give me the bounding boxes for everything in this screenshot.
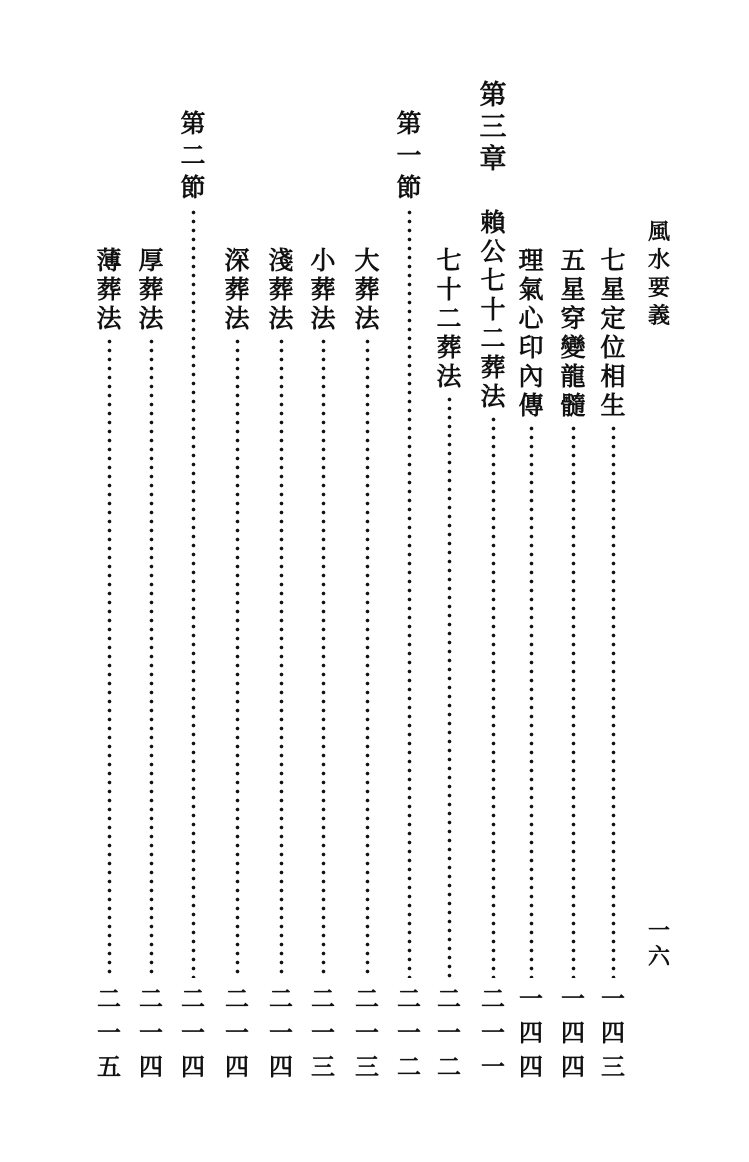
toc-entry-title: 深葬法 bbox=[224, 246, 250, 333]
leader-dots bbox=[235, 337, 240, 978]
section-heading: 第一節 bbox=[396, 109, 422, 202]
toc-entry-title: 賴公七十二葬法 bbox=[480, 208, 506, 411]
leader-dots bbox=[447, 395, 452, 978]
toc-entry bbox=[220, 246, 254, 1084]
page-number: 一六 bbox=[647, 918, 670, 970]
leader-dots bbox=[529, 424, 534, 978]
leader-dots bbox=[571, 424, 576, 978]
toc-entry bbox=[350, 246, 384, 1084]
leader-dots bbox=[279, 337, 284, 978]
toc-entry-title: 七十二葬法 bbox=[436, 246, 462, 391]
leader-dots bbox=[611, 424, 616, 978]
toc-entry-page: 二一三 bbox=[311, 984, 335, 1081]
toc-entry-page: 二一一 bbox=[481, 984, 505, 1081]
leader-dots bbox=[365, 337, 370, 978]
toc-entry bbox=[92, 246, 126, 1084]
leader-dots bbox=[107, 337, 112, 978]
toc-entry bbox=[596, 246, 630, 1084]
toc-entry bbox=[514, 246, 548, 1084]
toc-entry-page: 二一五 bbox=[97, 984, 121, 1081]
leader-dots bbox=[407, 208, 412, 978]
toc-entry-page: 二一四 bbox=[269, 984, 293, 1081]
leader-dots bbox=[321, 337, 326, 978]
toc-entry bbox=[432, 246, 466, 1084]
toc-section bbox=[176, 108, 210, 1084]
toc-entry-page: 一四四 bbox=[561, 984, 585, 1081]
toc-entry bbox=[476, 208, 510, 1084]
toc-entry bbox=[134, 246, 168, 1084]
toc-entry-page: 二一四 bbox=[139, 984, 163, 1081]
chapter-heading: 第三章 bbox=[479, 80, 507, 175]
toc-entry-title: 大葬法 bbox=[354, 246, 380, 333]
toc-entry-title: 薄葬法 bbox=[96, 246, 122, 333]
toc-entry-page: 二一四 bbox=[181, 984, 205, 1081]
toc-entry bbox=[306, 246, 340, 1084]
toc-entry-page: 一四三 bbox=[601, 984, 625, 1081]
leader-dots bbox=[491, 415, 496, 978]
toc-entry-title: 厚葬法 bbox=[138, 246, 164, 333]
toc-section bbox=[392, 108, 426, 1084]
toc-entry-page: 二一三 bbox=[355, 984, 379, 1081]
toc-entry bbox=[264, 246, 298, 1084]
toc-entry-page: 二一四 bbox=[225, 984, 249, 1081]
toc-entry-page: 一四四 bbox=[519, 984, 543, 1081]
leader-dots bbox=[191, 208, 196, 978]
toc-entry-title: 小葬法 bbox=[310, 246, 336, 333]
toc-entry-page: 二一二 bbox=[397, 984, 421, 1081]
toc-entry-title: 淺葬法 bbox=[268, 246, 294, 333]
toc-entry-title: 理氣心印內傳 bbox=[518, 246, 544, 420]
book-title: 風水要義 bbox=[647, 219, 670, 329]
toc-entry-page: 二一二 bbox=[437, 984, 461, 1081]
toc-entry-title: 五星穿變龍髓 bbox=[560, 246, 586, 420]
toc-entry-title: 七星定位相生 bbox=[600, 246, 626, 420]
leader-dots bbox=[149, 337, 154, 978]
section-heading: 第二節 bbox=[180, 109, 206, 202]
toc-entry bbox=[556, 246, 590, 1084]
